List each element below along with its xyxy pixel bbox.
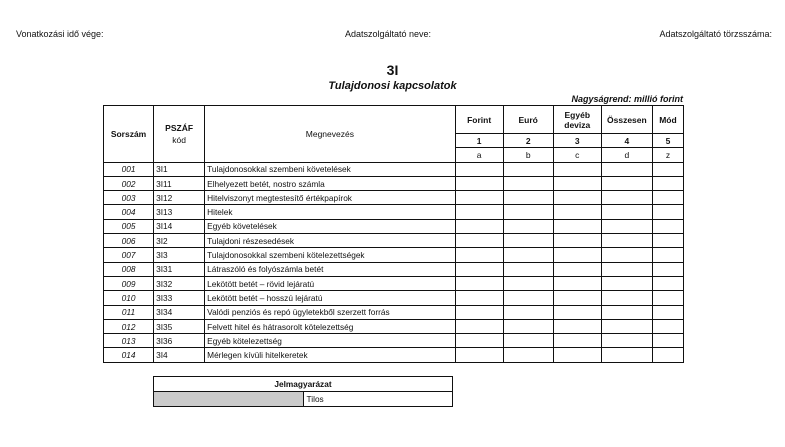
- cell-egyeb[interactable]: [553, 176, 601, 190]
- row-code: 3I33: [154, 291, 205, 305]
- row-name: Elhelyezett betét, nostro számla: [205, 176, 455, 190]
- provider-id-label: Adatszolgáltató törzsszáma:: [659, 29, 772, 39]
- table-row: [104, 319, 684, 333]
- table-row: [104, 262, 684, 276]
- cell-osszesen[interactable]: [601, 276, 652, 290]
- row-number: 008: [104, 262, 154, 276]
- row-code: 3I3: [154, 248, 205, 262]
- col-letter: c: [553, 148, 601, 162]
- cell-forint[interactable]: [455, 291, 503, 305]
- legend-box: [153, 376, 453, 407]
- cell-euro[interactable]: [503, 248, 553, 262]
- row-code: 3I1: [154, 162, 205, 176]
- cell-mod[interactable]: [652, 176, 683, 190]
- cell-osszesen[interactable]: [601, 205, 652, 219]
- cell-euro[interactable]: [503, 305, 553, 319]
- table-row: [104, 205, 684, 219]
- cell-euro[interactable]: [503, 176, 553, 190]
- row-number: 013: [104, 334, 154, 348]
- cell-euro[interactable]: [503, 348, 553, 362]
- cell-forint[interactable]: [455, 176, 503, 190]
- col-header-sorszam: Sorszám: [104, 106, 154, 163]
- cell-forint[interactable]: [455, 262, 503, 276]
- cell-osszesen[interactable]: [601, 176, 652, 190]
- row-code: 3I35: [154, 319, 205, 333]
- col-letter: b: [503, 148, 553, 162]
- row-name: Egyéb követelések: [205, 219, 455, 233]
- cell-egyeb[interactable]: [553, 291, 601, 305]
- table-row: [104, 219, 684, 233]
- form-code-title: 3I: [386, 62, 399, 78]
- row-number: 009: [104, 276, 154, 290]
- col-header-forint: Forint: [455, 106, 503, 134]
- row-code: 3I34: [154, 305, 205, 319]
- col-header-osszesen: Összesen: [601, 106, 652, 134]
- table-row: [104, 162, 684, 176]
- row-name: Tulajdonosokkal szembeni követelések: [205, 162, 455, 176]
- col-header-pszaf: PSZÁF kód: [154, 106, 205, 163]
- cell-euro[interactable]: [503, 291, 553, 305]
- row-code: 3I13: [154, 205, 205, 219]
- cell-forint[interactable]: [455, 219, 503, 233]
- cell-euro[interactable]: [503, 334, 553, 348]
- row-name: Hitelek: [205, 205, 455, 219]
- cell-euro[interactable]: [503, 205, 553, 219]
- provider-name-label: Adatszolgáltató neve:: [345, 29, 432, 39]
- cell-mod[interactable]: [652, 334, 683, 348]
- table-row: [104, 348, 684, 362]
- cell-mod[interactable]: [652, 291, 683, 305]
- cell-mod[interactable]: [652, 305, 683, 319]
- cell-egyeb[interactable]: [553, 319, 601, 333]
- cell-mod[interactable]: [652, 191, 683, 205]
- cell-euro[interactable]: [503, 234, 553, 248]
- table-row: [104, 191, 684, 205]
- cell-osszesen[interactable]: [601, 219, 652, 233]
- row-code: 3I14: [154, 219, 205, 233]
- cell-forint[interactable]: [455, 234, 503, 248]
- row-name: Látraszóló és folyószámla betét: [205, 262, 455, 276]
- cell-egyeb[interactable]: [553, 262, 601, 276]
- col-letter: d: [601, 148, 652, 162]
- row-number: 007: [104, 248, 154, 262]
- row-name: Lekötött betét – hosszú lejáratú: [205, 291, 455, 305]
- cell-osszesen[interactable]: [601, 305, 652, 319]
- row-code: 3I12: [154, 191, 205, 205]
- cell-forint[interactable]: [455, 305, 503, 319]
- col-header-egyeb: Egyéb deviza: [553, 106, 601, 134]
- row-name: Tulajdoni részesedések: [205, 234, 455, 248]
- cell-egyeb[interactable]: [553, 205, 601, 219]
- row-name: Valódi penziós és repó ügyletekből szerzett forrás: [205, 305, 455, 319]
- cell-forint[interactable]: [455, 334, 503, 348]
- row-name: Egyéb kötelezettség: [205, 334, 455, 348]
- table-row: [104, 305, 684, 319]
- col-number: 1: [455, 134, 503, 148]
- table-body: [104, 162, 684, 362]
- row-number: 014: [104, 348, 154, 362]
- cell-euro[interactable]: [503, 276, 553, 290]
- cell-forint[interactable]: [455, 248, 503, 262]
- table-row: [104, 234, 684, 248]
- cell-mod[interactable]: [652, 234, 683, 248]
- cell-osszesen[interactable]: [601, 334, 652, 348]
- cell-egyeb[interactable]: [553, 305, 601, 319]
- col-letter: a: [455, 148, 503, 162]
- col-number: 5: [652, 134, 683, 148]
- row-name: Hitelviszonyt megtestesítő értékpapírok: [205, 191, 455, 205]
- cell-forint[interactable]: [455, 319, 503, 333]
- row-code: 3I4: [154, 348, 205, 362]
- cell-mod[interactable]: [652, 348, 683, 362]
- col-number: 3: [553, 134, 601, 148]
- cell-egyeb[interactable]: [553, 334, 601, 348]
- cell-forint[interactable]: [455, 276, 503, 290]
- row-number: 005: [104, 219, 154, 233]
- data-table: [103, 105, 684, 363]
- cell-euro[interactable]: [503, 319, 553, 333]
- row-name: Felvett hitel és hátrasorolt kötelezettség: [205, 319, 455, 333]
- cell-osszesen[interactable]: [601, 234, 652, 248]
- col-number: 4: [601, 134, 652, 148]
- legend-swatch: [154, 392, 304, 407]
- cell-osszesen[interactable]: [601, 191, 652, 205]
- cell-euro[interactable]: [503, 219, 553, 233]
- cell-osszesen[interactable]: [601, 248, 652, 262]
- row-number: 001: [104, 162, 154, 176]
- cell-egyeb[interactable]: [553, 276, 601, 290]
- col-number: 2: [503, 134, 553, 148]
- table-row: [104, 248, 684, 262]
- row-name: Tulajdonosokkal szembeni kötelezettségek: [205, 248, 455, 262]
- cell-mod[interactable]: [652, 219, 683, 233]
- col-header-megnevezes: Megnevezés: [205, 106, 455, 163]
- row-code: 3I2: [154, 234, 205, 248]
- cell-forint[interactable]: [455, 348, 503, 362]
- row-name: Lekötött betét – rövid lejáratú: [205, 276, 455, 290]
- cell-egyeb[interactable]: [553, 219, 601, 233]
- row-number: 002: [104, 176, 154, 190]
- unit-note: Nagyságrend: millió forint: [571, 94, 683, 104]
- col-header-euro: Euró: [503, 106, 553, 134]
- row-code: 3I31: [154, 262, 205, 276]
- cell-mod[interactable]: [652, 248, 683, 262]
- cell-osszesen[interactable]: [601, 348, 652, 362]
- cell-euro[interactable]: [503, 191, 553, 205]
- cell-egyeb[interactable]: [553, 191, 601, 205]
- cell-forint[interactable]: [455, 191, 503, 205]
- table-row: [104, 276, 684, 290]
- cell-egyeb[interactable]: [553, 162, 601, 176]
- legend-item-label: Tilos: [303, 392, 453, 407]
- reference-date-label: Vonatkozási idő vége:: [16, 29, 104, 39]
- cell-euro[interactable]: [503, 162, 553, 176]
- cell-egyeb[interactable]: [553, 248, 601, 262]
- row-number: 011: [104, 305, 154, 319]
- row-number: 003: [104, 191, 154, 205]
- cell-osszesen[interactable]: [601, 291, 652, 305]
- row-number: 004: [104, 205, 154, 219]
- row-code: 3I32: [154, 276, 205, 290]
- cell-mod[interactable]: [652, 319, 683, 333]
- cell-osszesen[interactable]: [601, 262, 652, 276]
- row-name: Mérlegen kívüli hitelkeretek: [205, 348, 455, 362]
- table-row: [104, 176, 684, 190]
- cell-egyeb[interactable]: [553, 234, 601, 248]
- row-code: 3I36: [154, 334, 205, 348]
- cell-mod[interactable]: [652, 162, 683, 176]
- table-row: [104, 291, 684, 305]
- form-subtitle: Tulajdonosi kapcsolatok: [328, 80, 457, 92]
- cell-osszesen[interactable]: [601, 162, 652, 176]
- legend-title: Jelmagyarázat: [154, 377, 453, 392]
- table-row: [104, 334, 684, 348]
- cell-euro[interactable]: [503, 262, 553, 276]
- cell-forint[interactable]: [455, 205, 503, 219]
- col-header-mod: Mód: [652, 106, 683, 134]
- cell-mod[interactable]: [652, 276, 683, 290]
- row-number: 012: [104, 319, 154, 333]
- row-number: 010: [104, 291, 154, 305]
- cell-osszesen[interactable]: [601, 319, 652, 333]
- cell-mod[interactable]: [652, 205, 683, 219]
- cell-forint[interactable]: [455, 162, 503, 176]
- cell-egyeb[interactable]: [553, 348, 601, 362]
- col-letter: z: [652, 148, 683, 162]
- row-number: 006: [104, 234, 154, 248]
- row-code: 3I11: [154, 176, 205, 190]
- cell-mod[interactable]: [652, 262, 683, 276]
